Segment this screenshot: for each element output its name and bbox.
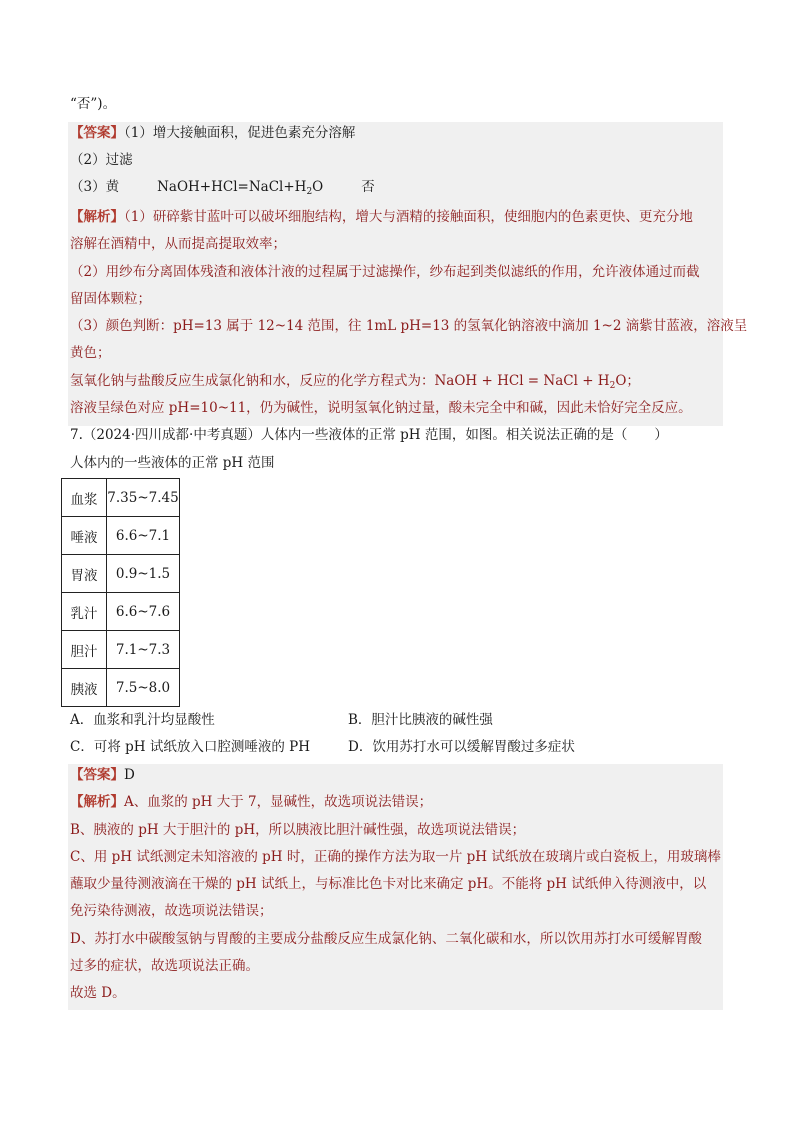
answer1-text1: （1）增大接触面积，促进色素充分溶解	[124, 125, 356, 141]
table-row: 乳汁 6.6~7.6	[62, 593, 180, 631]
answer1-label: 【答案】	[70, 125, 124, 141]
table-row: 血浆 7.35~7.45	[62, 479, 180, 517]
table-row: 唾液 6.6~7.1	[62, 517, 180, 555]
analysis7-line8: 故选 D。	[70, 985, 126, 1001]
analysis7-label: 【解析】	[70, 794, 124, 810]
option-b: B．胆汁比胰液的碱性强	[348, 712, 493, 728]
ph-range-table	[61, 478, 180, 707]
option-d: D．饮用苏打水可以缓解胃酸过多症状	[348, 739, 575, 755]
table-caption: 人体内的一些液体的正常 pH 范围	[70, 455, 275, 471]
analysis7-line4: 蘸取少量待测液滴在干燥的 pH 试纸上，与标准比色卡对比来确定 pH。不能将 pH 试纸伸入待测液中，以	[70, 876, 707, 892]
analysis1-line3: （2）用纱布分离固体残渣和液体汁液的过程属于过滤操作，纱布起到类似滤纸的作用，允许液体通过而截	[70, 264, 700, 280]
analysis1-line8: 溶液呈绿色对应 pH=10~11，仍为碱性，说明氢氧化钠过量，酸未完全中和碱，因此未恰好完全反应。	[70, 400, 692, 416]
analysis7-line6: D、苏打水中碳酸氢钠与胃酸的主要成分盐酸反应生成氯化钠、二氧化碳和水，所以饮用苏打水可缓解胃酸	[70, 931, 702, 947]
question7-stem: 7.（2024·四川成都·中考真题）人体内一些液体的正常 pH 范围，如图。相关说法正确的是（ ）	[70, 427, 668, 443]
answer7-value: D	[124, 767, 135, 783]
analysis7-line2: B、胰液的 pH 大于胆汁的 pH，所以胰液比胆汁碱性强，故选项说法错误；	[70, 822, 526, 838]
analysis1-line4: 留固体颗粒；	[70, 291, 151, 307]
analysis1-line5: （3）颜色判断：pH=13 属于 12~14 范围，往 1mL pH=13 的氢氧化钠溶液中滴加 1~2 滴紫甘蓝液，溶液呈	[70, 318, 748, 334]
answer7-line	[70, 765, 135, 785]
answer7-label: 【答案】	[70, 767, 124, 783]
analysis1-line2: 溶解在酒精中，从而提高提取效率；	[70, 236, 286, 252]
analysis7-line1: 【解析】A、血浆的 pH 大于 7，显碱性，故选项说法错误；	[70, 794, 433, 810]
analysis7-line3: C、用 pH 试纸测定未知溶液的 pH 时，正确的操作方法为取一片 pH 试纸放在玻璃片或白瓷板上，用玻璃棒	[70, 849, 721, 865]
answer1-line1	[70, 123, 355, 143]
answer1-line2: （2）过滤	[70, 152, 133, 168]
table-row: 胃液 0.9~1.5	[62, 555, 180, 593]
answer1-neutral-answer: 否	[361, 179, 375, 195]
analysis1-line7: 氢氧化钠与盐酸反应生成氯化钠和水，反应的化学方程式为：NaOH + HCl = NaCl + $H_2O$；	[70, 373, 640, 391]
table-row: 胰液 7.5~8.0	[62, 669, 180, 707]
answer1-equation: $NaOH+HCl=NaCl+H_2O$	[157, 179, 324, 197]
option-c: C．可将 pH 试纸放入口腔测唾液的 PH	[70, 739, 310, 755]
top-fragment: “否”)。	[70, 96, 117, 112]
answer1-part3: （3）黄	[70, 179, 120, 195]
analysis7-line5: 免污染待测液，故选项说法错误；	[70, 903, 273, 919]
table-row: 胆汁 7.1~7.3	[62, 631, 180, 669]
analysis7-line7: 过多的症状，故选项说法正确。	[70, 958, 259, 974]
option-a: A．血浆和乳汁均显酸性	[70, 712, 215, 728]
analysis1-line6: 黄色；	[70, 345, 111, 361]
answer1-line3	[70, 177, 375, 202]
analysis1-label: 【解析】	[70, 209, 124, 225]
analysis1-line1: 【解析】（1）研碎紫甘蓝叶可以破坏细胞结构，增大与酒精的接触面积，使细胞内的色素更快、更充分地	[70, 209, 693, 225]
